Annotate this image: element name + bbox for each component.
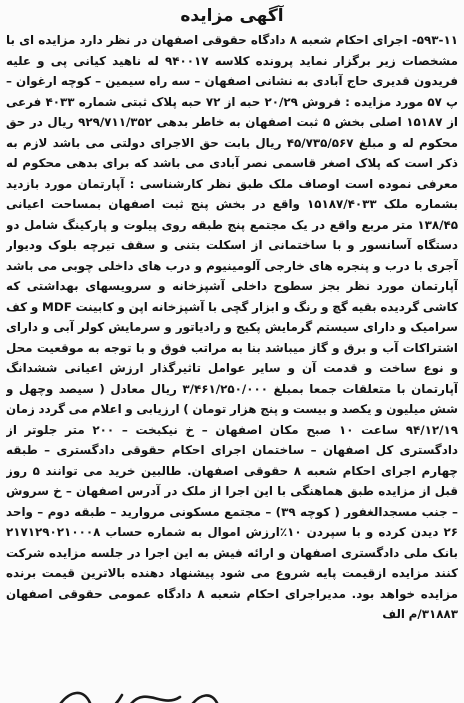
- notice-body: ۵۹۳-۱۱- اجرای احکام شعبه ۸ دادگاه حقوقی اصفهان در نظر دارد مزایده ای با مشخصات زیر برگزار نماید پرونده کلاسه ۹۴۰۰۱۷ له ناهید کیانی پی و علیه فریدون قدیری حاج آبادی به نشانی اصفهان – سه راه سیمین – کوچه ارغوان – پ ۵۷ مورد مزایده : فروش ۲۰/۲۹ حبه از ۷۲ حبه پلاک ثبتی شماره ۴۰۳۳ فرعی از ۱۵۱۸۷ اصلی بخش ۵ ثبت اصفهان به خاطر بدهی ۹۲۹/۷۱۱/۳۵۲ ریال در حق محکوم له و مبلغ ۴۵/۷۳۵/۵۶۷ ریال بابت حق الاجرای دولتی می باشد لازم به ذکر است که پلاک اصغر قاسمی نصر آبادی می باشد که برای بدهی محکوم له معرفی نموده است اوصاف ملک طبق نظر کارشناسی : آپارتمان مورد بازدید بشماره ملک ۱۵۱۸۷/۴۰۳۳ واقع در بخش پنج ثبت اصفهان بمساحت اعیانی ۱۳۸/۴۵ متر مربع واقع در یک مجتمع پنج طبقه روی پیلوت و پارکینگ شامل دو دستگاه آسانسور و با ساختمانی از اسکلت بتنی و سقف تیرچه بلوک ودیوار آجری با درب و پنجره های خارجی آلومینیوم و درب های داخلی چوبی می باشد آپارتمان مورد نظر بجز سطوح داخلی آشپزخانه و سرویسهای بهداشتی که کاشی گردیده بقیه گچ و رنگ و ابزار گچی با آشپزخانه اپن و کابینت MDF و کف سرامیک و دارای سیستم گرمایش پکیج و رادیاتور و سرمایش کولر آبی و دارای اشتراکات آب و برق و گاز میباشد بنا به مراتب فوق و با توجه به موقعیت محل و نوع ساخت و قدمت آن و سایر عوامل تاثیرگذار ارزش اعیانی ششدانگ آپارتمان با متعلقات جمعا بمبلغ ۳/۴۶۱/۲۵۰/۰۰۰ ریال معادل ( سیصد وچهل و شش میلیون و یکصد و بیست و پنج هزار تومان ) ارزیابی و اعلام می گردد زمان ۹۴/۱۲/۱۹ ساعت ۱۰ صبح مکان اصفهان – خ نیکبخت – ۲۰۰ متر جلوتر از دادگستری کل اصفهان – ساختمان اجرای احکام حقوقی دادگستری – طبقه چهارم اجرای احکام شعبه ۸ حقوقی اصفهان. طالبین خرید می توانند ۵ روز قبل از مزایده طبق هماهنگی با این اجرا از ملک در آدرس اصفهان – خ سروش – جنب مسجدالغفور ( کوچه ۳۹) – مجتمع مسکونی مروارید – طبقه دوم – واحد ۲۶ دیدن کرده و با سپردن ۱۰٪ارزش اموال به شماره حساب ۲۱۷۱۲۹۰۲۱۰۰۰۸ بانک ملی دادگستری اصفهان و ارائه فیش به این اجرا در جلسه مزایده شرکت کنند مزایده ازقیمت پایه شروع می شود پیشنهاد دهنده بالاترین قیمت برنده مزایده خواهد بود. مدیراجرای احکام شعبه ۸ دادگاه عمومی حقوقی اصفهان ۳۱۸۸۳/م الف: [6, 33, 458, 621]
- notice-title: آگهی مزایده: [180, 6, 284, 26]
- signature-mark-icon: [50, 683, 270, 703]
